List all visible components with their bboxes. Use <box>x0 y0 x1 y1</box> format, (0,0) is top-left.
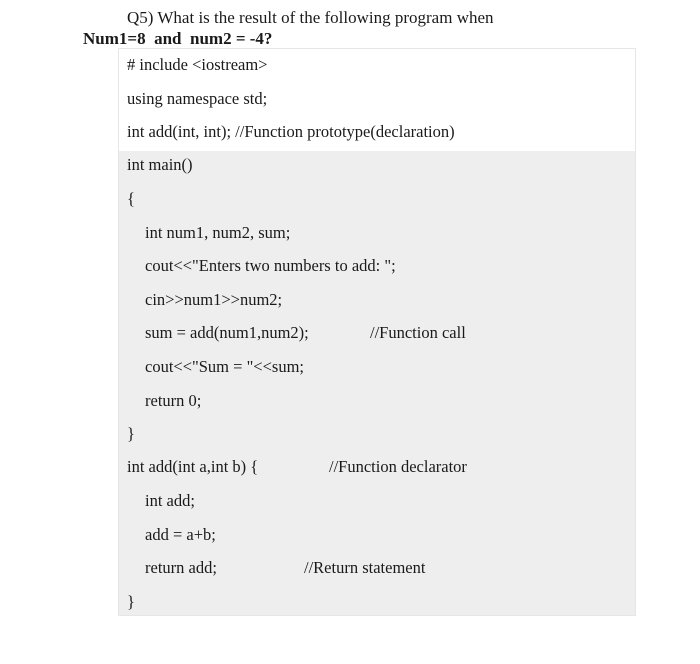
code-line-cout-sum: cout<<"Sum = "<<sum; <box>145 357 305 376</box>
num2-label: num2 = -4? <box>190 29 273 48</box>
code-comment-function-call: //Function call <box>370 323 466 342</box>
code-line-sum-call: sum = add(num1,num2); <box>145 323 309 342</box>
code-block <box>118 48 636 616</box>
code-line-main-signature: int main() <box>127 155 193 174</box>
code-line-return-add: return add; <box>145 558 217 577</box>
code-line-add-assign: add = a+b; <box>145 525 216 544</box>
code-line-int-add: int add; <box>145 491 195 510</box>
and-word: and <box>154 29 182 48</box>
code-line-cin: cin>>num1>>num2; <box>145 290 283 309</box>
code-line-cout-prompt: cout<<"Enters two numbers to add: "; <box>145 256 396 275</box>
num1-label: Num1=8 <box>83 29 146 48</box>
code-line-return-zero: return 0; <box>145 391 202 410</box>
code-line-main-open-brace: { <box>127 189 135 208</box>
question-text: Q5) What is the result of the following program when <box>127 8 494 27</box>
code-line-main-close-brace: } <box>127 424 135 443</box>
code-body-section <box>119 151 635 615</box>
code-comment-return-statement: //Return statement <box>304 558 426 577</box>
code-line-add-signature: int add(int a,int b) { <box>127 457 259 476</box>
question-values <box>83 29 272 49</box>
code-line-add-close-brace: } <box>127 592 135 611</box>
code-line-using: using namespace std; <box>127 89 268 108</box>
code-comment-function-declarator: //Function declarator <box>329 457 467 476</box>
code-line-declaration: int num1, num2, sum; <box>145 223 291 242</box>
code-line-include: # include <iostream> <box>127 55 268 74</box>
code-line-prototype: int add(int, int); //Function prototype(declaration) <box>127 122 455 141</box>
